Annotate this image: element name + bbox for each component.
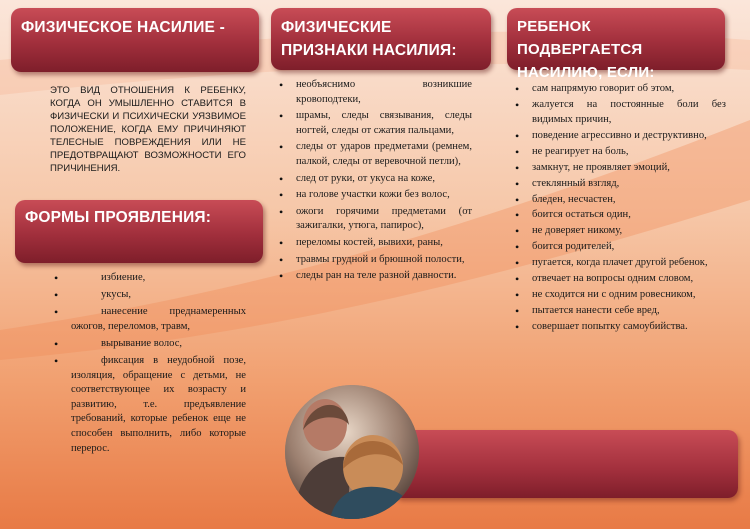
list-item: • бледен, несчастен, xyxy=(514,193,726,208)
list-item: • укусы, xyxy=(53,288,246,303)
list-item: • поведение агрессивно и деструктивно, xyxy=(514,129,726,144)
list-item: • не реагирует на боль, xyxy=(514,145,726,160)
physical-signs-list xyxy=(278,78,472,286)
list-item: • переломы костей, вывихи, раны, xyxy=(278,236,472,251)
list-item: • боится остаться один, xyxy=(514,208,726,223)
list-item: • отвечает на вопросы одним словом, xyxy=(514,272,726,287)
list-item: • ожоги горячими предметами (от зажигалки, утюга, папирос), xyxy=(278,205,472,234)
list-item: • не доверяет никому, xyxy=(514,224,726,239)
list-item: • жалуется на постоянные боли без видимых причин, xyxy=(514,98,726,127)
list-item: • шрамы, следы связывания, следы ногтей, следы от сжатия пальцами, xyxy=(278,109,472,138)
list-item: • совершает попытку самоубийства. xyxy=(514,320,726,335)
forms-list xyxy=(53,271,246,459)
list-item: • пугается, когда плачет другой ребенок, xyxy=(514,256,726,271)
list-item: • сам напрямую говорит об этом, xyxy=(514,82,726,97)
list-item: • боится родителей, xyxy=(514,240,726,255)
banner-physical-violence: ФИЗИЧЕСКОЕ НАСИЛИЕ - xyxy=(11,8,259,72)
list-item: • след от руки, от укуса на коже, xyxy=(278,172,472,187)
list-item: • стеклянный взгляд, xyxy=(514,177,726,192)
child-signs-list xyxy=(514,82,726,336)
list-item: • нанесение преднамеренных ожогов, переломов, травм, xyxy=(53,305,246,334)
definition-text: ЭТО ВИД ОТНОШЕНИЯ К РЕБЕНКУ, КОГДА ОН УМЫШЛЕННО СТАВИТСЯ В ФИЗИЧЕСКИ И ПСИХИЧЕСКИ УЯЗВИМОЕ ПОЛОЖЕНИЕ, КОГДА ЕМУ ПРИЧИНЯЮТ ТЕЛЕСНЫЕ ПОВРЕЖДЕНИЯ ИЛИ НЕ ПРЕДОТВРАЩАЮТ ВОЗМОЖНОСТИ ЕГО ПРИЧИНЕНИЯ. xyxy=(50,85,246,174)
list-item: • на голове участки кожи без волос, xyxy=(278,188,472,203)
list-item: • фиксация в неудобной позе, изоляция, обращение с детьми, не соответствующее их возрасту и развитию, т.е. предъявление требований, которые ребенок еще не способен выполнить, либо которые перерос. xyxy=(53,354,246,456)
banner-physical-signs: ФИЗИЧЕСКИЕ ПРИЗНАКИ НАСИЛИЯ: xyxy=(271,8,491,70)
list-item: • вырывание волос, xyxy=(53,337,246,352)
list-item: • пытается нанести себе вред, xyxy=(514,304,726,319)
list-item: • замкнут, не проявляет эмоций, xyxy=(514,161,726,176)
list-item: • следы ран на теле разной давности. xyxy=(278,269,472,284)
list-item: • не сходится ни с одним ровесником, xyxy=(514,288,726,303)
photo-adult-and-child xyxy=(285,385,419,519)
list-item: • следы от ударов предметами (ремнем, палкой, следы от веревочной петли), xyxy=(278,140,472,169)
bottom-decorative-bar xyxy=(392,430,738,498)
list-item: • травмы грудной и брюшной полости, xyxy=(278,253,472,268)
photo-illustration xyxy=(285,385,419,519)
list-item: • необъяснимо возникшие кровоподтеки, xyxy=(278,78,472,107)
banner-child-subjected: РЕБЕНОК ПОДВЕРГАЕТСЯ НАСИЛИЮ, ЕСЛИ: xyxy=(507,8,725,70)
banner-forms: ФОРМЫ ПРОЯВЛЕНИЯ: xyxy=(15,200,263,263)
list-item: • избиение, xyxy=(53,271,246,286)
